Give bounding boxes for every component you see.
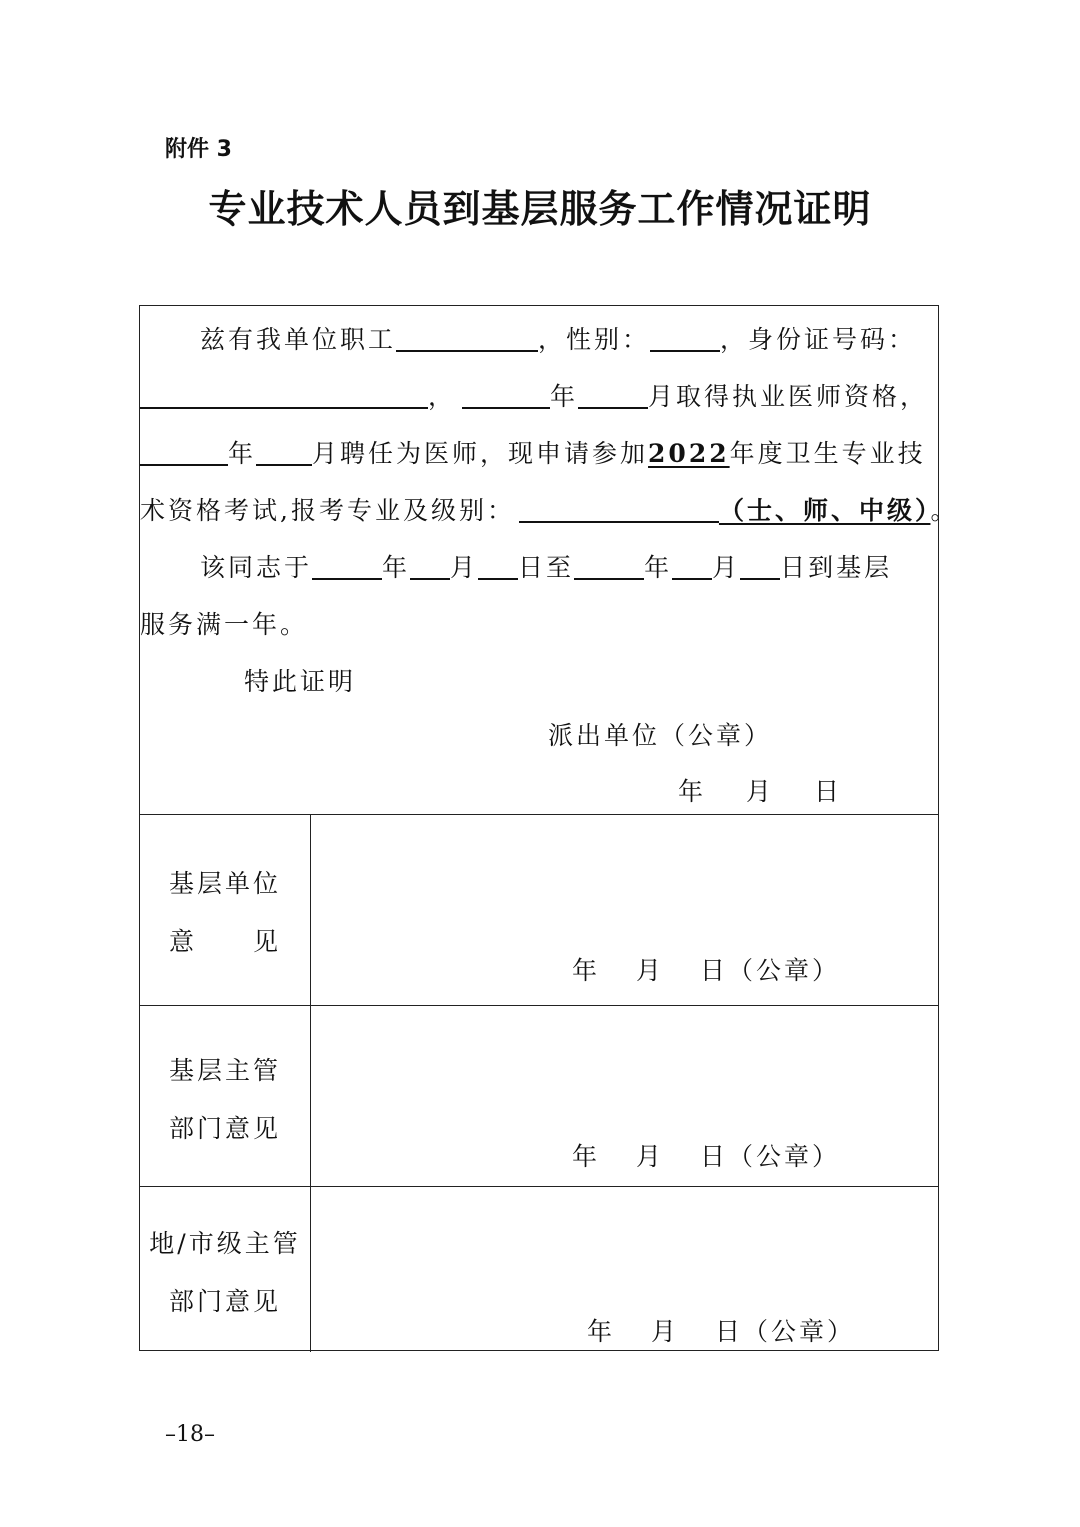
gender-field[interactable] (650, 326, 720, 352)
year-text: 年 (550, 382, 579, 411)
row-label-line: 基层单位 (168, 869, 281, 898)
special-proof-text: 特此证明 (244, 667, 357, 696)
exam-year: 2022 (648, 439, 730, 468)
year-text: 年 (587, 1317, 616, 1346)
row-label-line: 地/市级主管 (149, 1229, 301, 1258)
gender-label: ，性别： (538, 325, 651, 354)
month-text: 月 (712, 553, 741, 582)
end-day-field[interactable] (740, 554, 780, 580)
appoint-year-field[interactable] (140, 440, 228, 466)
certificate-form (139, 305, 959, 1351)
row-divider (140, 1005, 938, 1006)
period-text: 。 (930, 496, 959, 525)
appoint-month-field[interactable] (256, 440, 312, 466)
certificate-line-2 (140, 377, 928, 413)
day-stamp-text: 日（公章） (700, 1142, 841, 1171)
row-label-grassroots-unit (140, 864, 310, 958)
day-stamp-text: 日（公章） (700, 956, 841, 985)
year-text: 年 (572, 1142, 601, 1171)
row-label-line: 意 见 (168, 927, 281, 956)
column-divider (310, 814, 311, 1352)
page-number: –18– (165, 1422, 215, 1447)
year-text: 年 (228, 439, 257, 468)
start-day-field[interactable] (478, 554, 518, 580)
end-year-field[interactable] (574, 554, 644, 580)
year-text: 年 (644, 553, 673, 582)
id-number-field[interactable] (140, 383, 428, 409)
appointment-text: 月聘任为医师，现申请参加 (312, 439, 649, 468)
city-authority-date-stamp (587, 1312, 855, 1348)
license-year-field[interactable] (462, 383, 550, 409)
document-title: 专业技术人员到基层服务工作情况证明 (208, 187, 872, 231)
year-text: 年 (572, 956, 601, 985)
start-month-field[interactable] (410, 554, 450, 580)
month-text: 月 (636, 956, 665, 985)
day-stamp-text: 日（公章） (715, 1317, 856, 1346)
employee-name-field[interactable] (396, 326, 538, 352)
row-label-grassroots-authority (140, 1051, 310, 1145)
grassroots-unit-date-stamp (572, 951, 840, 987)
row-label-line: 部门意见 (168, 1114, 281, 1143)
license-month-field[interactable] (578, 383, 648, 409)
year-text: 年 (382, 553, 411, 582)
comma-text: ， (428, 382, 457, 411)
row-label-line: 基层主管 (168, 1056, 281, 1085)
until-text: 日至 (518, 553, 575, 582)
row-label-line: 部门意见 (168, 1287, 281, 1316)
dispatch-unit-stamp: 派出单位（公章） (548, 721, 773, 750)
employee-intro: 兹有我单位职工 (200, 325, 397, 354)
month-text: 月 (636, 1142, 665, 1171)
license-text: 月取得执业医师资格， (648, 382, 929, 411)
start-year-field[interactable] (312, 554, 382, 580)
service-end-text: 日到基层 (780, 553, 893, 582)
certificate-line-5 (200, 548, 892, 584)
row-label-city-authority (140, 1224, 310, 1318)
certificate-line-1 (200, 320, 916, 356)
level-options: （士、师、中级） (718, 496, 931, 525)
certificate-line-6: 服务满一年。 (140, 610, 309, 639)
specialty-label: 术资格考试,报考专业及级别： (140, 496, 515, 525)
row-divider (140, 814, 938, 815)
end-month-field[interactable] (672, 554, 712, 580)
certificate-line-3 (140, 434, 926, 470)
month-text: 月 (450, 553, 479, 582)
day-text: 日 (814, 777, 843, 806)
exam-text: 年度卫生专业技 (729, 439, 926, 468)
row-divider (140, 1186, 938, 1187)
month-text: 月 (746, 777, 775, 806)
month-text: 月 (651, 1317, 680, 1346)
id-number-label: ，身份证号码： (720, 325, 917, 354)
grassroots-authority-date-stamp (572, 1137, 840, 1173)
attachment-label: 附件 3 (165, 137, 232, 162)
dispatch-date (678, 772, 842, 808)
year-text: 年 (678, 777, 707, 806)
certificate-line-4 (140, 491, 958, 527)
specialty-field[interactable] (519, 497, 719, 523)
service-intro: 该同志于 (200, 553, 313, 582)
